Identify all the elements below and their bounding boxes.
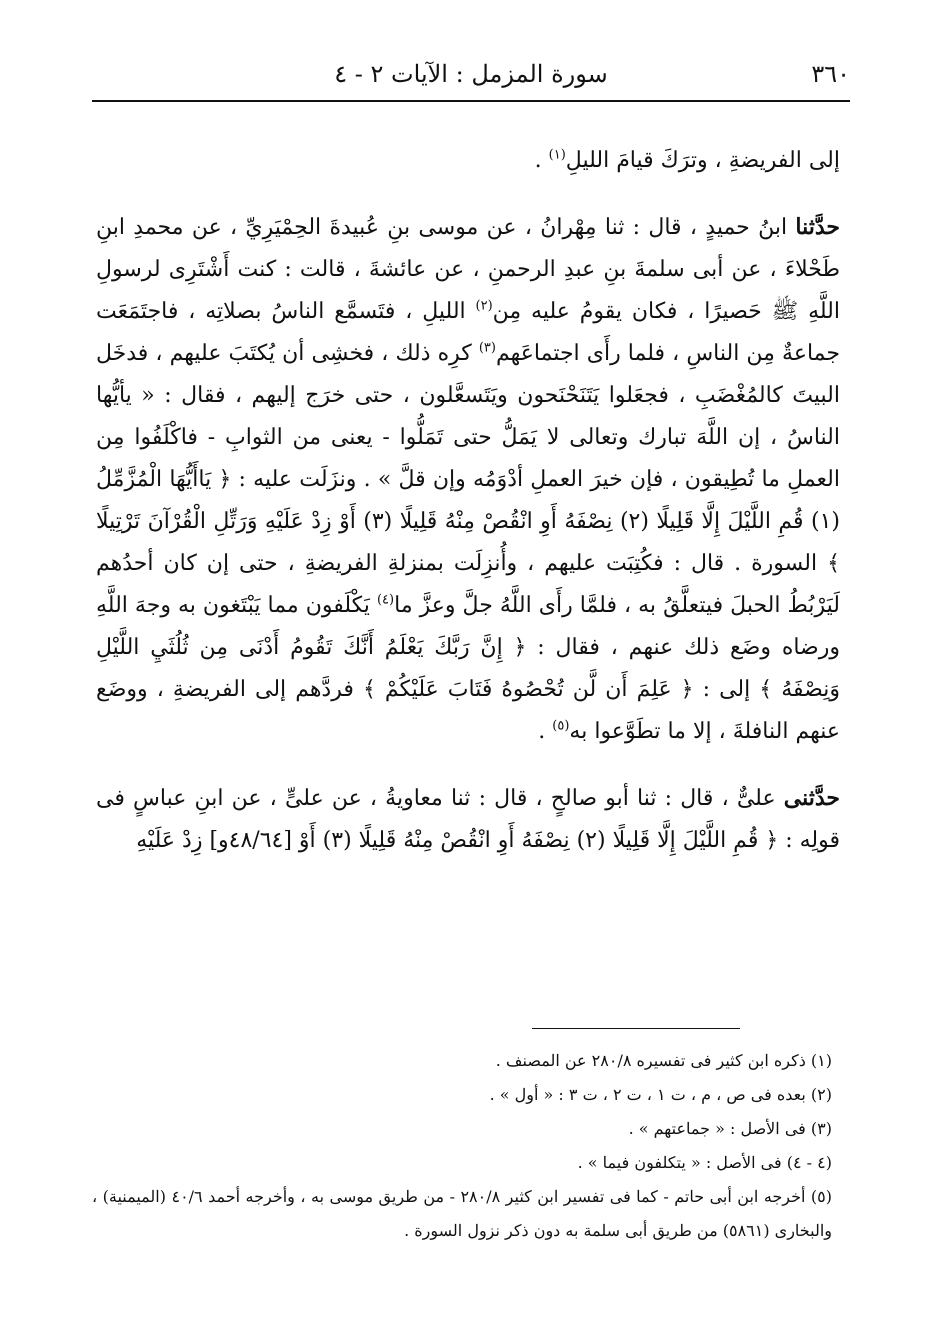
footnote-ref: (٢) — [475, 298, 493, 314]
page-header — [92, 58, 850, 98]
paragraph-text: إلى الفريضةِ ، وترَكَ قيامَ الليلِ — [565, 148, 840, 173]
running-title: سورة المزمل : الآيات ٢ - ٤ — [334, 60, 608, 88]
footnote-ref: (٤) — [376, 592, 395, 608]
paragraph-1 — [96, 140, 840, 182]
paragraph-text: علىٌّ ، قال : ثنا أبو صالحٍ ، قال : ثنا معاويةُ ، عن علىٍّ ، عن ابنِ عباسٍ فى قولِه : ﴿ قُمِ اللَّيْلَ إِلَّا قَلِيلًا (٢) نِصْفَهُ أَوِ انْقُصْ مِنْهُ قَلِيلًا (٣) أَوْ [٤٨/٦٤و] زِدْ عَلَيْهِ — [96, 786, 840, 853]
footnote-5: (٥) أخرجه ابن أبى حاتم - كما فى تفسير ابن كثير ٢٨٠/٨ - من طريق موسى به ، وأخرجه أحمد ٤٠/٦ (الميمنية) ، والبخارى (٥٨٦١) من طريق أبى سلمة به دون ذكر نزول السورة . — [92, 1187, 833, 1240]
paragraph-2 — [96, 206, 840, 753]
paragraph-text: ابنُ حميدٍ ، قال : ثنا مِهْرانُ ، عن موسى بنِ عُبيدةَ الحِمْيَرِيِّ ، عن محمدِ ابنِ طَحْلاءَ ، عن أبى سلمةَ بنِ عبدِ الرحمنِ ، عن عائشةَ ، قالت : كنت أَشْتَرِى لرسولِ اللَّهِ ﷺ حَصيرًا ، فكان يقومُ عليه مِن — [96, 215, 840, 324]
footnote-ref: (١) — [548, 147, 566, 163]
main-text — [96, 140, 840, 886]
paragraph-text: الليلِ ، فتَسمَّع الناسُ بصلاتِه ، فاجتَمَعَت جماعةٌ مِن الناسِ ، فلما رأَى اجتماعَهم — [96, 299, 840, 366]
paragraph-text: يَكْلَفون مما يَبْتَغون به وجهَ اللَّهِ ورضاه وضَع ذلك عنهم ، فقال : ﴿ إِنَّ رَبَّكَ يَعْلَمُ أَنَّكَ تَقُومُ أَدْنَى مِن ثُلُثَيِ اللَّيْلِ وَنِصْفَهُ ﴾ إلى : ﴿ عَلِمَ أَن لَّن تُحْصُوهُ فَتَابَ عَلَيْكُمْ ﴾ فردَّهم إلى الفريضةِ ، ووضَع عنهم النافلةَ ، إلا ما تطَوَّعوا به — [96, 593, 840, 744]
paragraph-3 — [96, 777, 840, 862]
isnad-lead: حدَّثنى — [783, 785, 840, 811]
footnote-2: (٢) بعده فى ص ، م ، ت ١ ، ت ٢ ، ت ٣ : « أول » . — [489, 1085, 832, 1104]
footnote-4: (٤ - ٤) فى الأصل : « يتكلفون فيما » . — [577, 1153, 832, 1172]
footnote-1: (١) ذكره ابن كثير فى تفسيره ٢٨٠/٨ عن المصنف . — [495, 1051, 832, 1070]
footnote-ref: (٥) — [552, 718, 570, 734]
footnote-3: (٣) فى الأصل : « جماعتهم » . — [628, 1119, 832, 1138]
header-rule — [92, 100, 850, 102]
page-number: ٣٦٠ — [811, 60, 850, 88]
paragraph-tail: . — [538, 719, 553, 744]
footnotes — [92, 1044, 832, 1248]
isnad-lead: حدَّثنا — [795, 214, 840, 240]
paragraph-text: كرِه ذلك ، فخشِى أن يُكتَبَ عليهم ، فدخَل البيتَ كالمُغْضَبِ ، فجعَلوا يَتَنَحْنَحون ويَتَسعَّلون ، حتى خرَج إليهم ، فقال : « يأيُّها الناسُ ، إن اللَّهَ تبارك وتعالى لا يَمَلُّ حتى تَمَلُّوا - يعنى من الثوابِ - فاكْلَفُوا مِن العملِ ما تُطِيقون ، فإن خيرَ العملِ أدْوَمُه وإن قلَّ » . ونزَلَت عليه : ﴿ يَاأَيُّهَا الْمُزَّمِّلُ (١) قُمِ اللَّيْلَ إِلَّا قَلِيلًا (٢) نِصْفَهُ أَوِ انْقُصْ مِنْهُ قَلِيلًا (٣) أَوْ زِدْ عَلَيْهِ وَرَتِّلِ الْقُرْآنَ تَرْتِيلًا ﴾ السورة . قال : فكُتِبَت عليهم ، وأُنزِلَت بمنزلةِ الفريضةِ ، حتى إن كان أحدُهم لَيَرْبُطُ الحبلَ فيتعلَّقُ به ، فلمَّا رأَى اللَّهُ جلَّ وعزَّ ما — [96, 341, 840, 618]
footnote-separator — [532, 1028, 740, 1029]
footnote-ref: (٣) — [478, 340, 496, 356]
paragraph-tail: . — [534, 148, 549, 173]
